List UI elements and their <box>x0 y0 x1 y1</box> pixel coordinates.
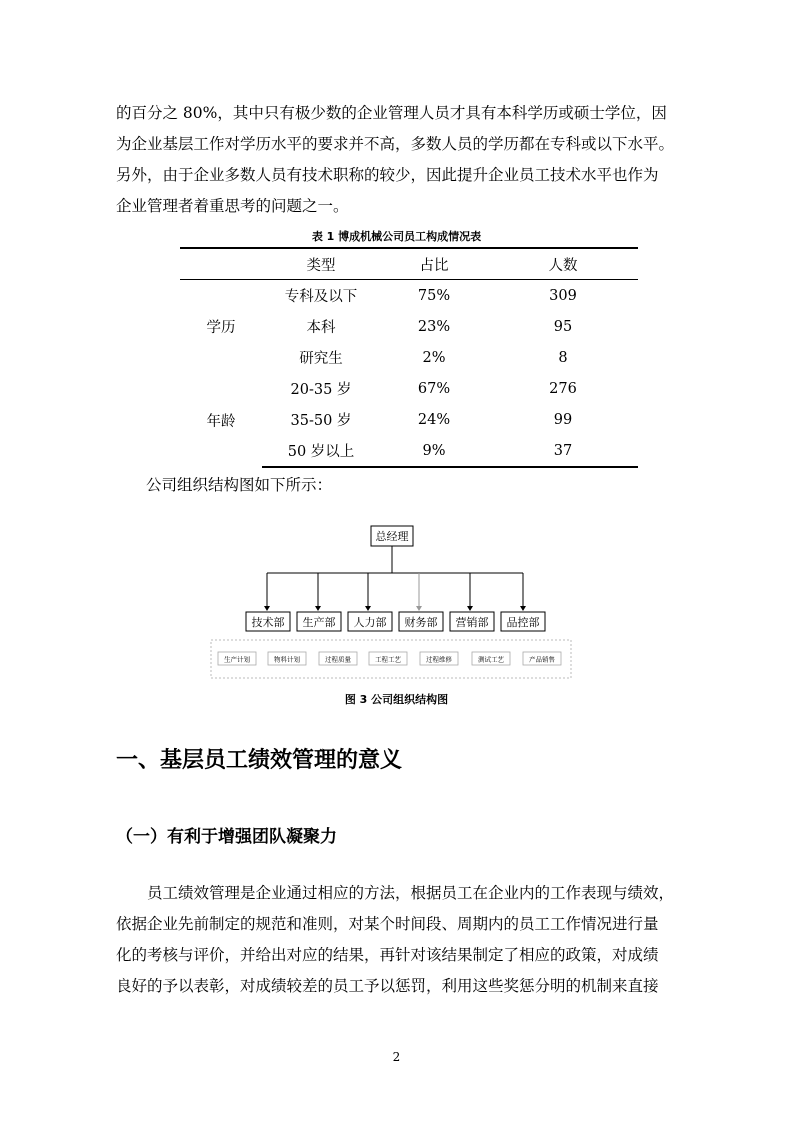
table-caption: 表 1 博成机械公司员工构成情况表 <box>311 230 482 243</box>
table-cell: 23% <box>417 318 451 335</box>
table-header-cell: 人数 <box>488 248 638 280</box>
text-line: 员工绩效管理是企业通过相应的方法，根据员工在企业内的工作表现与绩效， <box>147 884 675 902</box>
org-function-item <box>523 652 561 665</box>
table-cell: 50 岁以上 <box>262 435 380 467</box>
function-label: 过程质量 <box>325 655 351 664</box>
function-label: 过程维修 <box>426 655 452 664</box>
table-cell: 67% <box>417 380 451 397</box>
dept-label: 生产部 <box>302 616 336 629</box>
table-header-cell: 占比 <box>380 248 488 280</box>
group-label-age: 年龄 <box>206 413 236 430</box>
dept-label: 人力部 <box>353 616 387 629</box>
org-function-item <box>218 652 256 665</box>
table-cell: 本科 <box>306 320 336 336</box>
function-label: 物料计划 <box>274 655 300 664</box>
table-header-cell: 类型 <box>262 248 380 280</box>
org-dept-marketing <box>450 573 494 631</box>
table-cell: 95 <box>553 318 573 335</box>
text-line: 的百分之 80%，其中只有极少数的企业管理人员才具有本科学历或硕士学位，因 <box>116 104 667 122</box>
figure-caption: 图 3 公司组织结构图 <box>344 693 449 706</box>
text-line: 依据企业先前制定的规范和准则，对某个时间段、周期内的员工工作情况进行量 <box>116 915 659 933</box>
subsection-heading: （一）有利于增强团队凝聚力 <box>116 827 337 847</box>
table-header-row <box>180 248 638 280</box>
table-cell: 309 <box>549 287 577 304</box>
org-function-item <box>369 652 407 665</box>
org-function-item <box>268 652 306 665</box>
table-header-cell <box>180 248 262 280</box>
table-cell: 35-50 岁 <box>290 413 352 429</box>
text-line: 良好的予以表彰，对成绩较差的员工予以惩罚，利用这些奖惩分明的机制来直接 <box>116 977 659 995</box>
table-cell: 99 <box>553 411 573 428</box>
table-row <box>180 373 638 404</box>
function-label: 工程工艺 <box>375 655 401 664</box>
org-function-item <box>319 652 357 665</box>
table-cell: 专科及以下 <box>284 289 358 305</box>
text-line: 为企业基层工作对学历水平的要求并不高，多数人员的学历都在专科或以下水平。 <box>116 135 675 153</box>
org-dept-hr <box>348 573 392 631</box>
group-label-education: 学历 <box>206 320 236 336</box>
table-cell: 8 <box>558 349 568 366</box>
paragraph-intro <box>116 98 682 222</box>
dept-label: 营销部 <box>455 616 489 629</box>
table-cell: 37 <box>488 435 638 467</box>
paragraph-performance <box>116 878 682 1002</box>
text-line: 另外，由于企业多数人员有技术职称的较少，因此提升企业员工技术水平也作为 <box>116 166 659 184</box>
table-cell: 276 <box>549 380 577 397</box>
table-row <box>180 280 638 312</box>
org-function-item <box>420 652 458 665</box>
text-line: 化的考核与评价，并给出对应的结果，再针对该结果制定了相应的政策，对成绩 <box>116 946 659 964</box>
function-label: 产品销售 <box>529 655 555 664</box>
text-line: 企业管理者着重思考的问题之一。 <box>116 197 349 215</box>
org-dept-production <box>297 573 341 631</box>
org-dept-finance <box>399 573 443 631</box>
dept-label: 品控部 <box>506 616 540 629</box>
page-number: 2 <box>392 1050 401 1064</box>
org-dept-quality <box>501 573 545 631</box>
org-dept-technical <box>246 573 290 631</box>
section-heading: 一、基层员工绩效管理的意义 <box>116 748 403 773</box>
table-cell: 2% <box>422 349 446 366</box>
employee-composition-table <box>180 247 638 468</box>
table-cell: 75% <box>417 287 451 304</box>
org-root-label: 总经理 <box>375 530 409 543</box>
org-function-item <box>472 652 510 665</box>
function-label: 测试工艺 <box>478 655 504 664</box>
org-chart-intro: 公司组织结构图如下所示： <box>146 476 333 494</box>
table-cell: 9% <box>380 435 488 467</box>
table-cell: 24% <box>417 411 451 428</box>
org-chart <box>210 520 574 682</box>
table-cell: 研究生 <box>299 351 343 367</box>
function-label: 生产计划 <box>224 655 250 664</box>
dept-label: 技术部 <box>251 616 285 629</box>
table-cell: 20-35 岁 <box>290 382 352 398</box>
dept-label: 财务部 <box>404 616 438 629</box>
